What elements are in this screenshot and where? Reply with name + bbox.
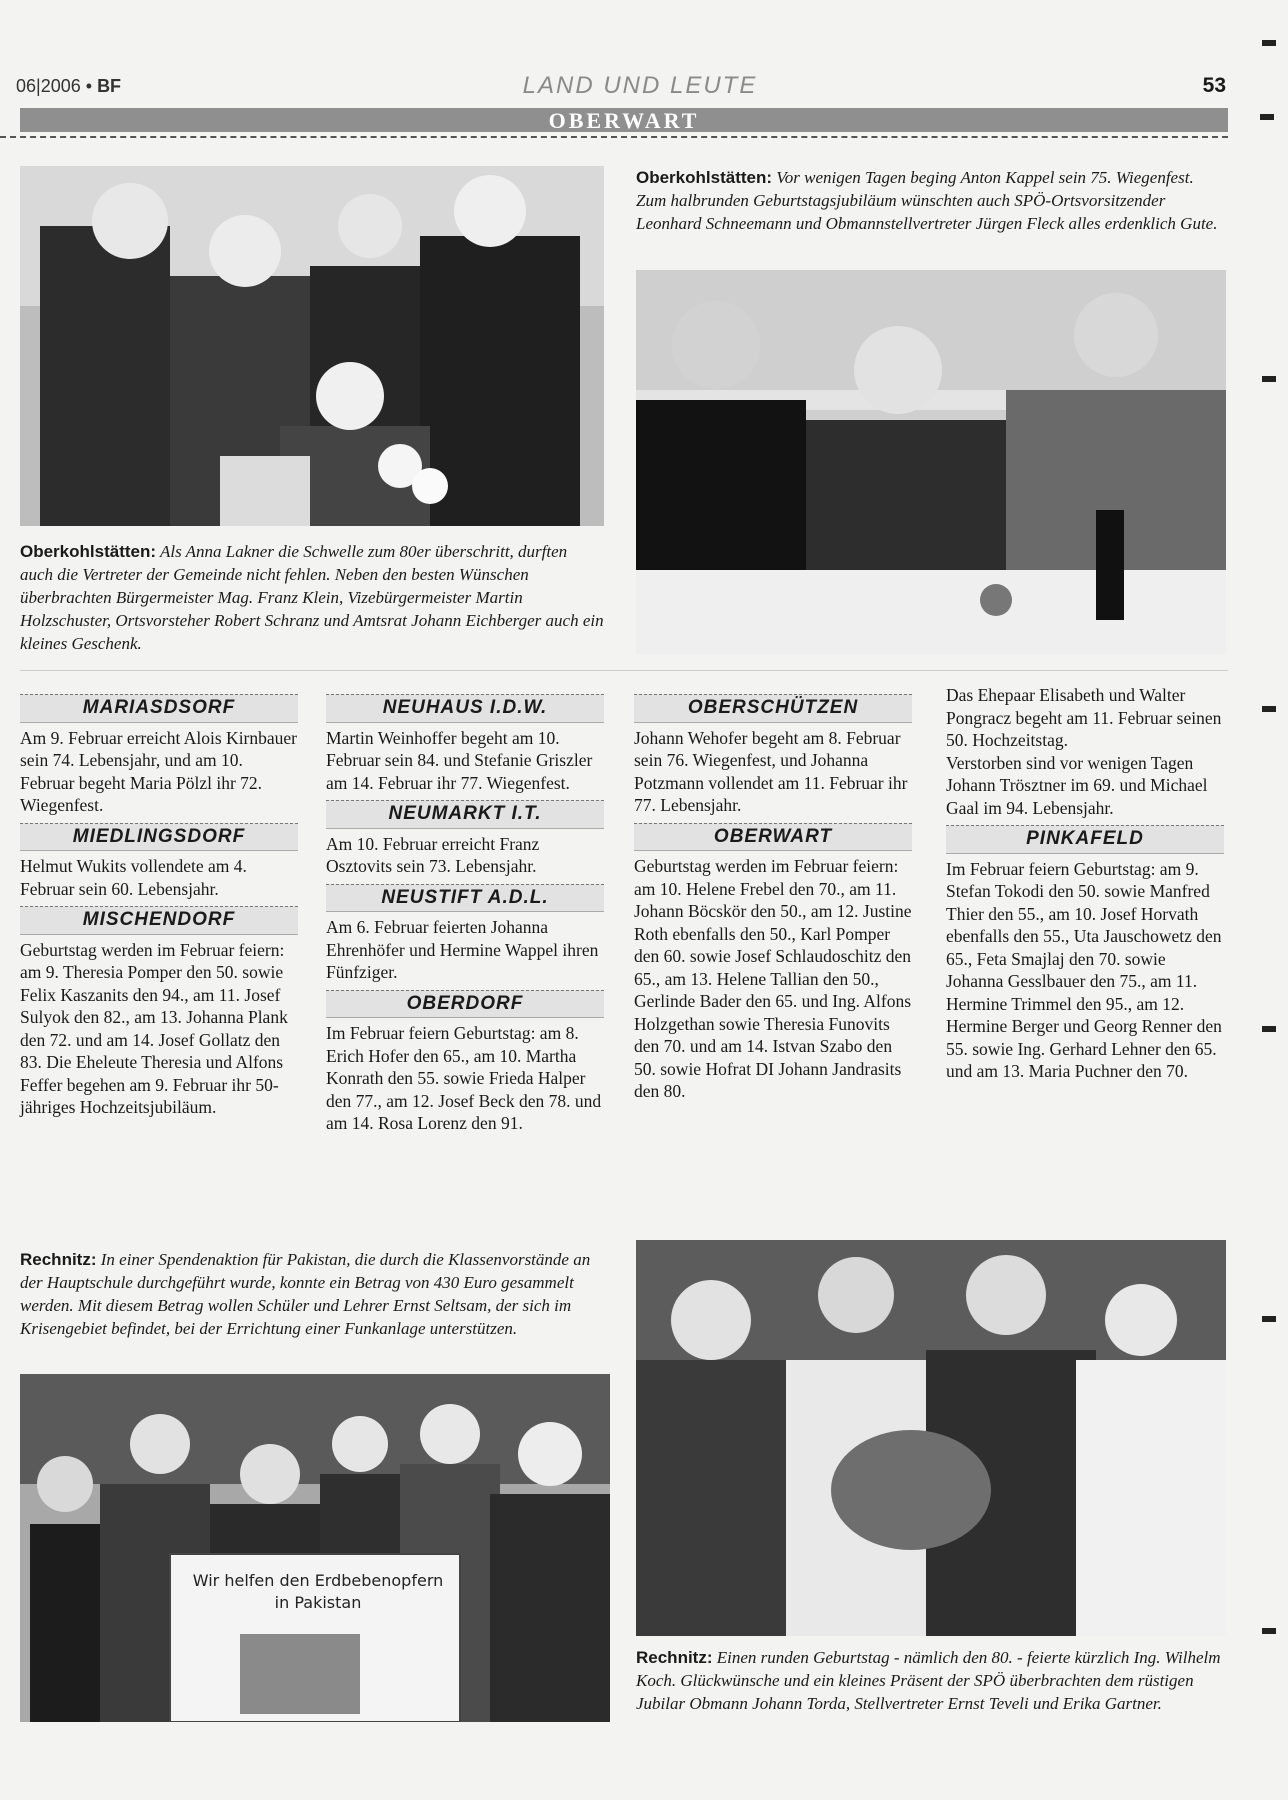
notice-oberschuetzen bbox=[634, 694, 912, 817]
section-text: Am 10. Februar erreicht Franz Osztovits sein 73. Lebensjahr. bbox=[326, 833, 540, 876]
caption-photo4 bbox=[636, 1646, 1226, 1715]
scan-mark bbox=[1262, 706, 1276, 712]
notice-oberwart bbox=[634, 823, 912, 1103]
caption-place: Rechnitz: bbox=[20, 1250, 97, 1269]
scan-mark bbox=[1262, 1026, 1276, 1032]
section-heading: NEUSTIFT A.D.L. bbox=[326, 884, 604, 913]
section-text: Martin Weinhoffer begeht am 10. Februar sein 84. und Stefanie Griszler am 14. Februar ihr 77. Wiegenfest. bbox=[326, 727, 593, 793]
caption-place: Oberkohlstätten: bbox=[636, 168, 773, 187]
section-heading: OBERWART bbox=[634, 823, 912, 852]
caption-text: In einer Spendenaktion für Pakistan, die durch die Klassenvorstände an der Hauptschule durchgeführt wurde, konnte ein Betrag von 430 Euro gesammelt werden. Mit diesem Betrag wollen Schüler und Lehrer Ernst Seltsam, der sich im Krisengebiet befindet, bei der Errichtung einer Funkanlage unterstützen. bbox=[20, 1250, 591, 1338]
section-text: Geburtstag werden im Februar feiern: am 10. Helene Frebel den 70., am 11. Johann Böcskör den 50., am 12. Justine Roth ebenfalls den 50., Karl Pomper den 60. sowie Josef Schlaudoschitz den 65., am 13. Helene Tallian den 50., Gerlinde Bader den 65. und Ing. Alfons Holzgethan sowie Theresia Funovits den 70. und am 14. Istvan Szabo den 50. sowie Hofrat DI Johann Jandrasits den 80. bbox=[634, 856, 912, 1101]
caption-place: Rechnitz: bbox=[636, 1648, 713, 1667]
column-1 bbox=[20, 688, 298, 1119]
poster-line-1: Wir helfen den Erdbebenopfern bbox=[192, 1571, 444, 1590]
section-heading: MISCHENDORF bbox=[20, 906, 298, 935]
section-heading: OBERDORF bbox=[326, 990, 604, 1019]
scan-mark bbox=[1260, 114, 1274, 120]
notice-neuhaus bbox=[326, 694, 604, 794]
photo-anna-lakner bbox=[20, 166, 604, 526]
column-2 bbox=[326, 688, 604, 1135]
section-text: Am 9. Februar erreicht Alois Kirnbauer sein 74. Lebensjahr, und am 10. Februar begeht Maria Pölzl ihr 72. Wiegenfest. bbox=[20, 727, 298, 815]
caption-photo3 bbox=[20, 1248, 610, 1340]
caption-photo1 bbox=[20, 540, 604, 655]
notice-neumarkt bbox=[326, 800, 604, 878]
section-text: Im Februar feiern Geburtstag: am 9. Stefan Tokodi den 50. sowie Manfred Thier den 55., am 10. Josef Horvath ebenfalls den 55., Uta Jauschowetz den 65., Feta Smajlaj den 70. sowie Johanna Gesslbauer den 75., am 11. Hermine Trimmel den 95., am 12. Hermine Berger und Georg Renner den 55. sowie Ing. Gerhard Lehner den 65. und am 13. Maria Puchner den 70. bbox=[946, 858, 1222, 1081]
section-heading: PINKAFELD bbox=[946, 825, 1224, 854]
notice-miedlingsdorf bbox=[20, 823, 298, 901]
scan-mark bbox=[1262, 376, 1276, 382]
brand-label: BF bbox=[97, 76, 122, 96]
section-heading: MARIASDSORF bbox=[20, 694, 298, 723]
section-heading: NEUMARKT I.T. bbox=[326, 800, 604, 829]
issue-label: 06|2006 • BF bbox=[16, 76, 122, 96]
section-divider bbox=[20, 670, 1228, 671]
scan-mark bbox=[1262, 40, 1276, 46]
photo-wilhelm-koch bbox=[636, 1240, 1226, 1636]
obituary-text: Verstorben sind vor wenigen Tagen Johann Trösztner im 69. und Michael Gaal im 94. Lebensjahr. bbox=[946, 752, 1208, 818]
section-heading: NEUHAUS I.D.W. bbox=[326, 694, 604, 723]
donation-poster bbox=[178, 1570, 458, 1614]
section-text: Johann Wehofer begeht am 8. Februar sein 76. Wiegenfest, und Johanna Potzmann vollendet am 11. Februar ihr 77. Lebensjahr. bbox=[634, 727, 908, 815]
caption-text: Als Anna Lakner die Schwelle zum 80er überschritt, durften auch die Vertreter der Gemeinde nicht fehlen. Neben den besten Wünschen überbrachten Bürgermeister Mag. Franz Klein, Vizebürgermeister Martin Holzschuster, Ortsvorsteher Robert Schranz und Amtsrat Johann Eichberger auch ein kleines Geschenk. bbox=[20, 542, 604, 653]
scan-mark bbox=[1262, 1316, 1276, 1322]
section-text: Helmut Wukits vollendete am 4. Februar sein 60. Lebensjahr. bbox=[20, 856, 247, 899]
notice-neustift bbox=[326, 884, 604, 984]
poster-line-2: in Pakistan bbox=[274, 1593, 362, 1612]
region-banner: OBERWART bbox=[20, 108, 1228, 132]
section-text: Am 6. Februar feierten Johanna Ehrenhöfer und Hermine Wappel ihren Fünfziger. bbox=[326, 917, 599, 982]
section-title: LAND UND LEUTE bbox=[522, 72, 758, 99]
section-text: Geburtstag werden im Februar feiern: am 9. Theresia Pomper den 50. sowie Felix Kaszanits den 94., am 11. Josef Sulyok den 82., am 13. Johanna Plank den 72. und am 14. Josef Gollatz den 83. Die Eheleute Theresia und Alfons Feffer begehen am 9. Februar ihr 50-jähriges Hochzeitsjubiläum. bbox=[20, 939, 288, 1117]
caption-photo2 bbox=[636, 166, 1226, 235]
notice-pinkafeld bbox=[946, 825, 1224, 1083]
issue-number: 06|2006 bbox=[16, 76, 81, 96]
anniversary-text: Das Ehepaar Elisabeth und Walter Pongracz begeht am 11. Februar seinen 50. Hochzeitstag. bbox=[946, 685, 1222, 750]
photo-anton-kappel bbox=[636, 270, 1226, 654]
header-divider bbox=[0, 136, 1228, 138]
notice-mischendorf bbox=[20, 906, 298, 1119]
caption-text: Vor wenigen Tagen beging Anton Kappel sein 75. Wiegenfest. Zum halbrunden Geburtstagsjubiläum wünschten auch SPÖ-Ortsvorsitzender Leonhard Schneemann und Obmannstellvertreter Jürgen Fleck alles erdenklich Gute. bbox=[636, 168, 1218, 233]
scan-mark bbox=[1262, 1628, 1276, 1634]
caption-place: Oberkohlstätten: bbox=[20, 542, 157, 561]
photo-pakistan-donation bbox=[20, 1374, 610, 1722]
section-heading: MIEDLINGSDORF bbox=[20, 823, 298, 852]
column-3 bbox=[634, 688, 912, 1103]
page-number: 53 bbox=[1202, 74, 1226, 97]
notice-oberdorf bbox=[326, 990, 604, 1135]
column-4 bbox=[946, 684, 1224, 1083]
caption-text: Einen runden Geburtstag - nämlich den 80. - feierte kürzlich Ing. Wilhelm Koch. Glückwünsche und ein kleines Präsent der SPÖ überbrachten dem rüstigen Jubilar Obmann Johann Torda, Stellvertreter Ernst Teveli und Erika Gartner. bbox=[636, 1648, 1221, 1713]
section-text: Im Februar feiern Geburtstag: am 8. Erich Hofer den 65., am 10. Martha Konrath den 55. sowie Frieda Halper den 77., am 12. Josef Beck den 78. und am 14. Rosa Lorenz den 91. bbox=[326, 1023, 602, 1133]
notice-mariasdsorf bbox=[20, 694, 298, 817]
section-heading: OBERSCHÜTZEN bbox=[634, 694, 912, 723]
